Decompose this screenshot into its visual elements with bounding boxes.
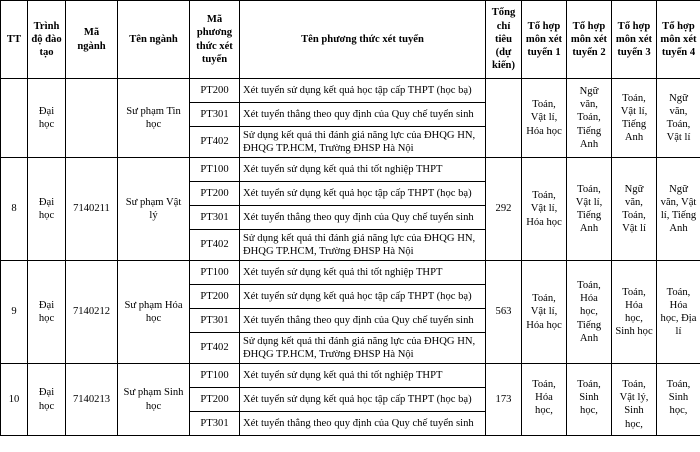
cell-to-hop-1: Toán, Hóa học, [522, 364, 567, 436]
method-code: PT402 [190, 230, 240, 261]
method-code: PT301 [190, 103, 240, 127]
cell-tt [1, 79, 28, 158]
method-name: Xét tuyển thẳng theo quy định của Quy chế tuyển sinh [240, 309, 486, 333]
cell-tt: 10 [1, 364, 28, 436]
method-code: PT402 [190, 333, 240, 364]
method-code: PT100 [190, 364, 240, 388]
method-code: PT301 [190, 206, 240, 230]
method-name: Xét tuyển sử dụng kết quả thi tốt nghiệp THPT [240, 261, 486, 285]
header-to-hop-4: Tổ hợp môn xét tuyển 4 [657, 1, 700, 79]
cell-to-hop-2: Toán, Sinh học, [567, 364, 612, 436]
method-name: Xét tuyển sử dụng kết quả thi tốt nghiệp THPT [240, 158, 486, 182]
cell-trinh-do: Đại học [28, 261, 66, 364]
method-name: Xét tuyển sử dụng kết quả học tập cấp THPT (học bạ) [240, 79, 486, 103]
cell-to-hop-3: Toán, Vật lý, Sinh học, [612, 364, 657, 436]
cell-to-hop-4: Ngữ văn, Toán, Vật lí [657, 79, 700, 158]
cell-ten-nganh: Sư phạm Tin học [118, 79, 190, 158]
cell-ten-nganh: Sư phạm Sinh học [118, 364, 190, 436]
cell-to-hop-4: Toán, Sinh học, [657, 364, 700, 436]
cell-to-hop-2: Ngữ văn, Toán, Tiếng Anh [567, 79, 612, 158]
method-name: Xét tuyển thẳng theo quy định của Quy chế tuyển sinh [240, 206, 486, 230]
cell-to-hop-4: Ngữ văn, Vật lí, Tiếng Anh [657, 158, 700, 261]
method-name: Xét tuyển sử dụng kết quả học tập cấp THPT (học bạ) [240, 182, 486, 206]
table-row [1, 261, 700, 285]
method-name: Xét tuyển sử dụng kết quả học tập cấp THPT (học bạ) [240, 285, 486, 309]
cell-chi-tieu: 173 [486, 364, 522, 436]
header-trinh-do: Trình độ đào tạo [28, 1, 66, 79]
cell-trinh-do: Đại học [28, 79, 66, 158]
method-code: PT200 [190, 285, 240, 309]
cell-ma-nganh: 7140211 [66, 158, 118, 261]
header-tong-chi-tieu: Tổng chỉ tiêu (dự kiến) [486, 1, 522, 79]
cell-to-hop-2: Toán, Hóa học, Tiếng Anh [567, 261, 612, 364]
method-name: Sử dụng kết quả thi đánh giá năng lực của ĐHQG HN, ĐHQG TP.HCM, Trường ĐHSP Hà Nội [240, 127, 486, 158]
cell-to-hop-1: Toán, Vật lí, Hóa học [522, 261, 567, 364]
header-to-hop-1: Tổ hợp môn xét tuyển 1 [522, 1, 567, 79]
cell-to-hop-3: Toán, Vật lí, Tiếng Anh [612, 79, 657, 158]
header-ma-phuong-thuc: Mã phương thức xét tuyển [190, 1, 240, 79]
method-code: PT301 [190, 309, 240, 333]
method-code: PT402 [190, 127, 240, 158]
cell-trinh-do: Đại học [28, 364, 66, 436]
header-ten-phuong-thuc: Tên phương thức xét tuyển [240, 1, 486, 79]
cell-ma-nganh: 7140212 [66, 261, 118, 364]
header-ten-nganh: Tên ngành [118, 1, 190, 79]
method-code: PT200 [190, 79, 240, 103]
cell-to-hop-1: Toán, Vật lí, Hóa học [522, 79, 567, 158]
cell-chi-tieu: 292 [486, 158, 522, 261]
header-tt: TT [1, 1, 28, 79]
method-code: PT100 [190, 158, 240, 182]
cell-ten-nganh: Sư phạm Hóa học [118, 261, 190, 364]
method-name: Xét tuyển sử dụng kết quả thi tốt nghiệp THPT [240, 364, 486, 388]
table-row [1, 79, 700, 103]
cell-ma-nganh: 7140213 [66, 364, 118, 436]
header-ma-nganh: Mã ngành [66, 1, 118, 79]
method-code: PT301 [190, 412, 240, 436]
method-name: Xét tuyển sử dụng kết quả học tập cấp THPT (học bạ) [240, 388, 486, 412]
header-row [1, 1, 700, 79]
table-row [1, 364, 700, 388]
header-to-hop-2: Tổ hợp môn xét tuyển 2 [567, 1, 612, 79]
method-code: PT100 [190, 261, 240, 285]
cell-to-hop-4: Toán, Hóa học, Địa lí [657, 261, 700, 364]
cell-chi-tieu [486, 79, 522, 158]
cell-trinh-do: Đại học [28, 158, 66, 261]
cell-to-hop-3: Toán, Hóa học, Sinh học [612, 261, 657, 364]
method-name: Xét tuyển thẳng theo quy định của Quy chế tuyển sinh [240, 412, 486, 436]
cell-tt: 9 [1, 261, 28, 364]
cell-to-hop-3: Ngữ văn, Toán, Vật lí [612, 158, 657, 261]
cell-to-hop-2: Toán, Vật lí, Tiếng Anh [567, 158, 612, 261]
cell-to-hop-1: Toán, Vật lí, Hóa học [522, 158, 567, 261]
method-name: Xét tuyển thẳng theo quy định của Quy chế tuyển sinh [240, 103, 486, 127]
cell-ten-nganh: Sư phạm Vật lý [118, 158, 190, 261]
method-name: Sử dụng kết quả thi đánh giá năng lực của ĐHQG HN, ĐHQG TP.HCM, Trường ĐHSP Hà Nội [240, 230, 486, 261]
method-code: PT200 [190, 182, 240, 206]
method-name: Sử dụng kết quả thi đánh giá năng lực của ĐHQG HN, ĐHQG TP.HCM, Trường ĐHSP Hà Nội [240, 333, 486, 364]
table-row [1, 158, 700, 182]
cell-chi-tieu: 563 [486, 261, 522, 364]
header-to-hop-3: Tổ hợp môn xét tuyển 3 [612, 1, 657, 79]
cell-ma-nganh [66, 79, 118, 158]
method-code: PT200 [190, 388, 240, 412]
cell-tt: 8 [1, 158, 28, 261]
